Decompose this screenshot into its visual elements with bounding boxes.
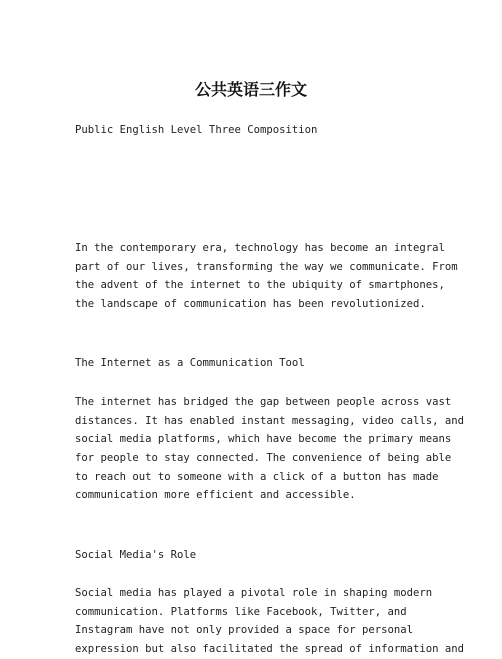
paragraph-line: social media platforms, which have become the primary means: [75, 433, 452, 446]
paragraph-line: the landscape of communication has been revolutionized.: [75, 298, 426, 311]
paragraph-line: Social media has played a pivotal role in shaping modern: [75, 587, 433, 599]
document-title: 公共英语三作文: [194, 80, 307, 99]
section-heading-internet: [75, 354, 435, 373]
paragraph-line: for people to stay connected. The convenience of being able: [75, 452, 452, 465]
paragraph-line: communication more efficient and accessible.: [75, 489, 356, 502]
social-paragraph: [75, 584, 465, 659]
paragraph-line: In the contemporary era, technology has become an integral: [75, 242, 445, 254]
paragraph-line: expression but also facilitated the spread of information and: [75, 643, 465, 656]
paragraph-line: distances. It has enabled instant messaging, video calls, and: [75, 414, 465, 427]
paragraph-line: the advent of the internet to the ubiquity of smartphones,: [75, 279, 445, 292]
heading-line: The Internet as a Communication Tool: [75, 357, 305, 369]
section-heading-social: [75, 546, 435, 565]
paragraph-line: Instagram have not only provided a space for personal: [75, 624, 414, 637]
paragraph-line: to reach out to someone with a click of a button has made: [75, 470, 439, 483]
paragraph-line: communication. Platforms like Facebook, Twitter, and: [75, 605, 407, 618]
subtitle-line: Public English Level Three Composition: [75, 124, 318, 136]
intro-paragraph: [75, 239, 458, 314]
document-subtitle: [75, 121, 435, 140]
paragraph-line: part of our lives, transforming the way we communicate. From: [75, 260, 458, 273]
paragraph-line: The internet has bridged the gap between people across vast: [75, 396, 452, 408]
internet-paragraph: [75, 393, 465, 505]
heading-line: Social Media's Role: [75, 549, 197, 561]
